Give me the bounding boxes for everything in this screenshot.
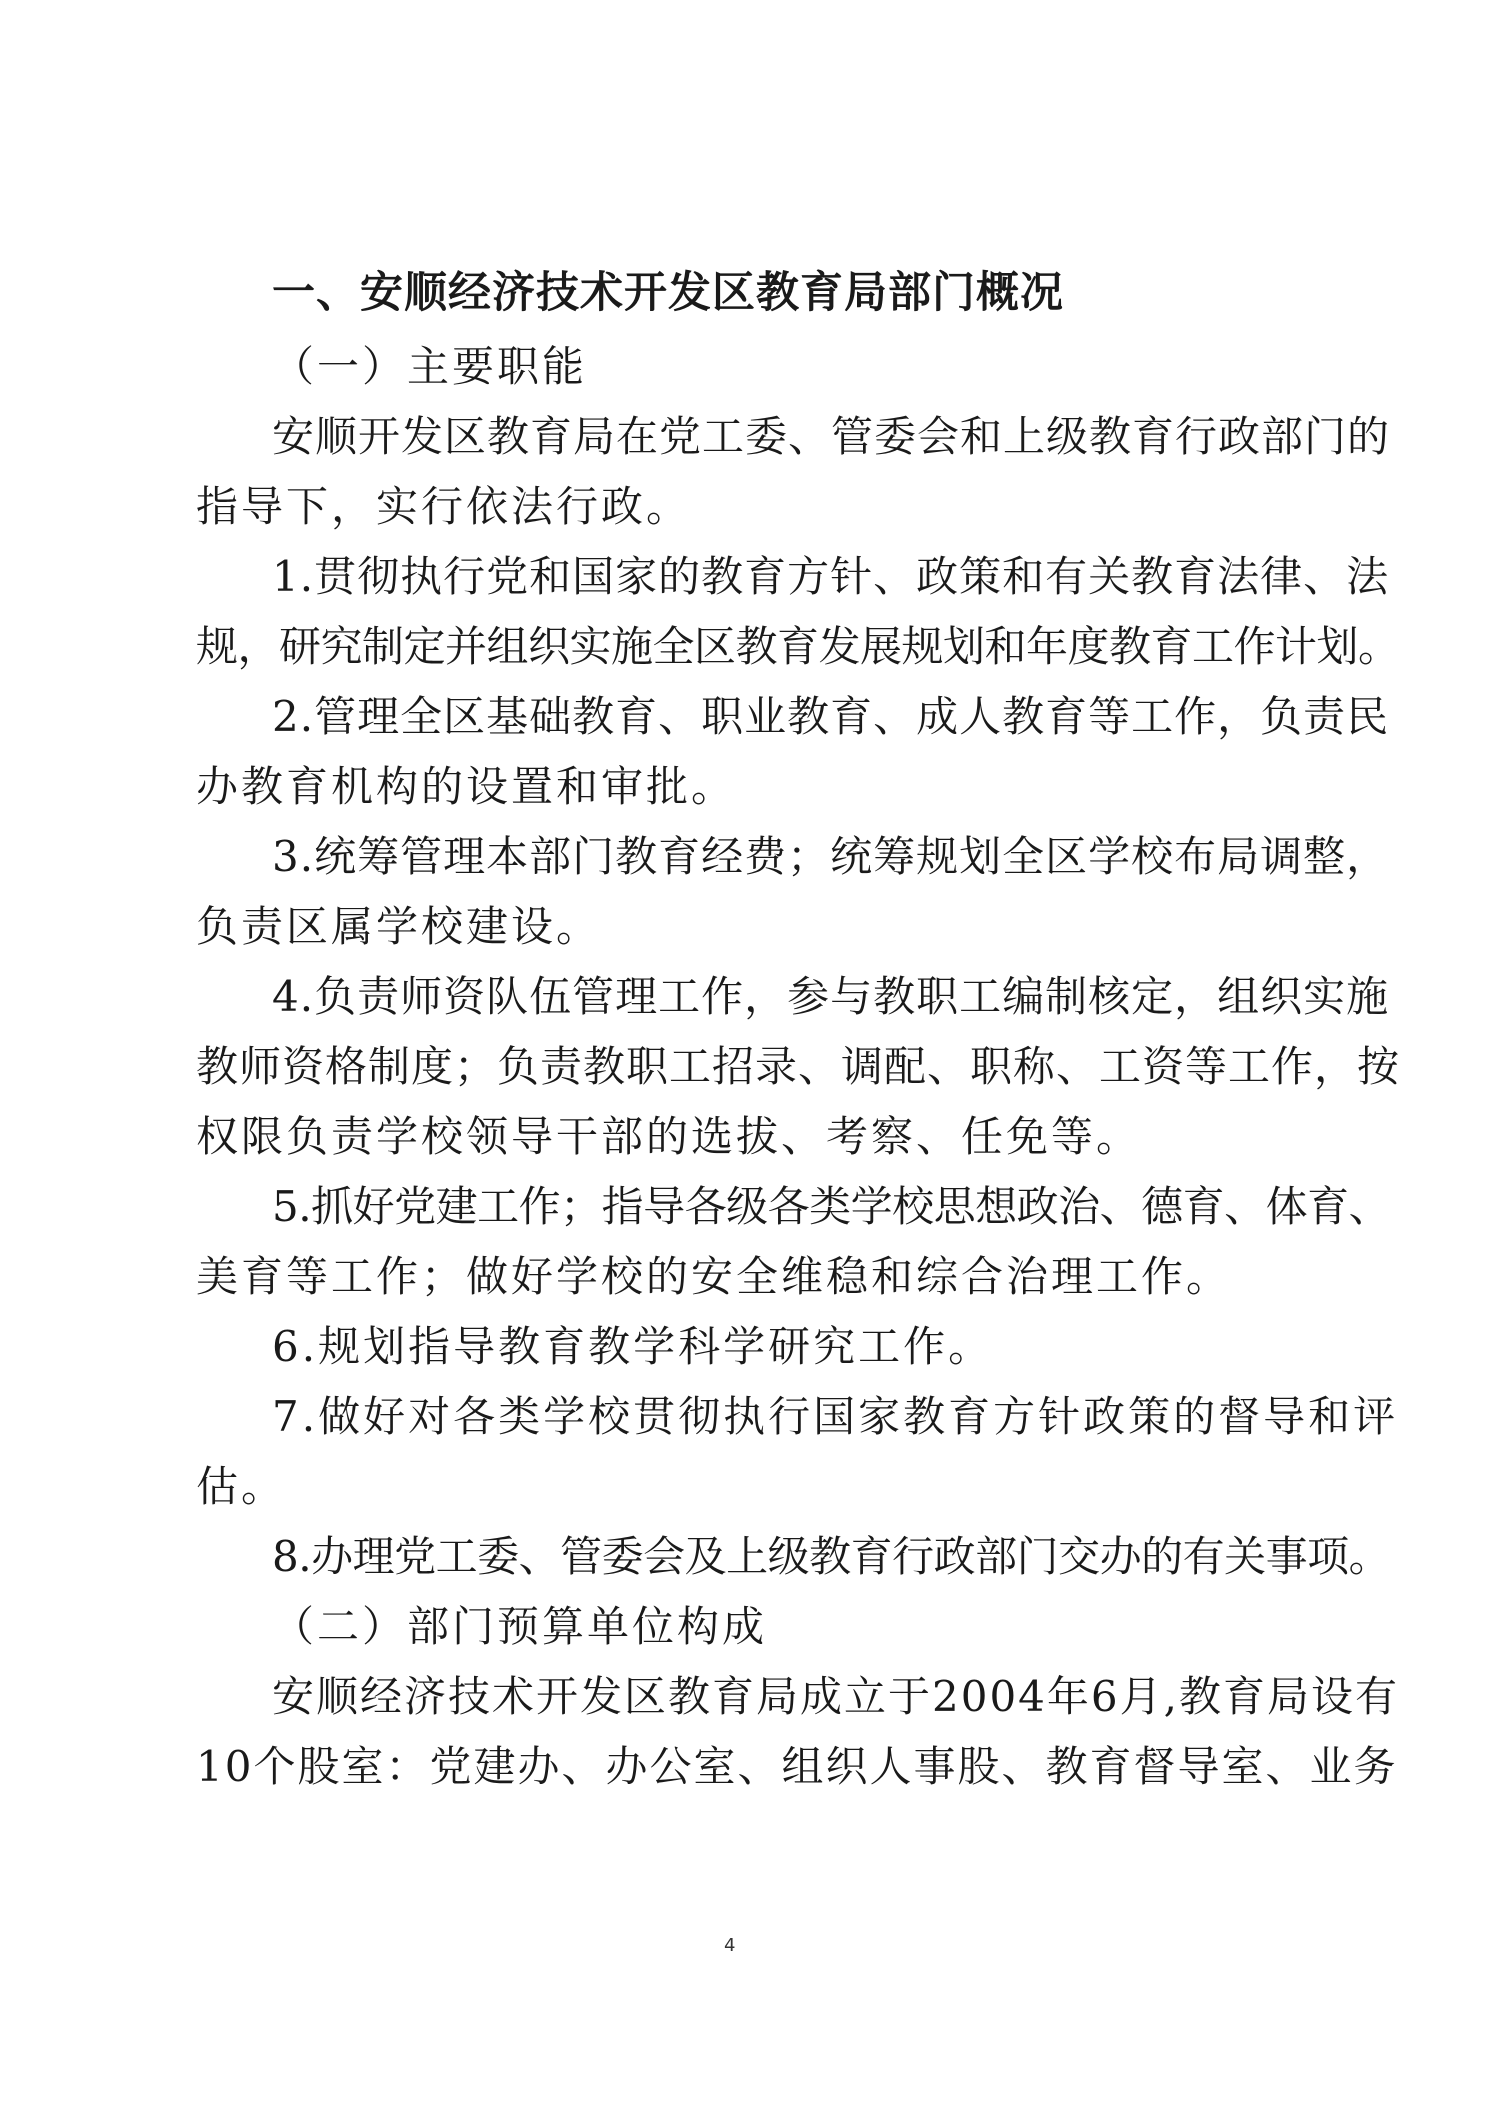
function-item-2: 2.管理全区基础教育、职业教育、成人教育等工作，负责民 (272, 692, 1390, 741)
function-item-3: 负责区属学校建设。 (196, 902, 602, 951)
function-item-6: 6.规划指导教育教学科学研究工作。 (272, 1322, 994, 1371)
function-item-8: 8.办理党工委、管委会及上级教育行政部门交办的有关事项。 (272, 1532, 1391, 1581)
function-item-3: 3.统筹管理本部门教育经费；统筹规划全区学校布局调整， (272, 832, 1390, 881)
function-item-4: 教师资格制度；负责教职工招录、调配、职称、工资等工作，按 (196, 1042, 1401, 1091)
function-item-7: 估。 (196, 1462, 287, 1511)
function-item-4: 权限负责学校领导干部的选拔、考察、任免等。 (196, 1112, 1142, 1161)
subsection-budget-units: （二）部门预算单位构成 (272, 1602, 768, 1651)
function-item-1: 1.贯彻执行党和国家的教育方针、政策和有关教育法律、法 (272, 552, 1390, 601)
function-item-5: 5.抓好党建工作；指导各级各类学校思想政治、德育、体育、 (272, 1182, 1391, 1231)
composition-paragraph-line: 安顺经济技术开发区教育局成立于2004年6月,教育局设有 (272, 1672, 1399, 1721)
function-item-4: 4.负责师资队伍管理工作，参与教职工编制核定，组织实施 (272, 972, 1390, 1021)
function-item-7: 7.做好对各类学校贯彻执行国家教育方针政策的督导和评 (272, 1392, 1399, 1441)
section-title: 一、安顺经济技术开发区教育局部门概况 (272, 268, 1064, 318)
subsection-main-functions: （一）主要职能 (272, 342, 588, 391)
function-item-5: 美育等工作；做好学校的安全维稳和综合治理工作。 (196, 1252, 1232, 1301)
function-item-1: 规，研究制定并组织实施全区教育发展规划和年度教育工作计划。 (196, 622, 1400, 671)
intro-paragraph-line: 安顺开发区教育局在党工委、管委会和上级教育行政部门的 (272, 412, 1391, 461)
page-number: 4 (724, 1935, 736, 1956)
intro-paragraph-line: 指导下，实行依法行政。 (196, 482, 692, 531)
composition-paragraph-line: 10个股室：党建办、办公室、组织人事股、教育督导室、业务 (196, 1742, 1398, 1791)
function-item-2: 办教育机构的设置和审批。 (196, 762, 737, 811)
